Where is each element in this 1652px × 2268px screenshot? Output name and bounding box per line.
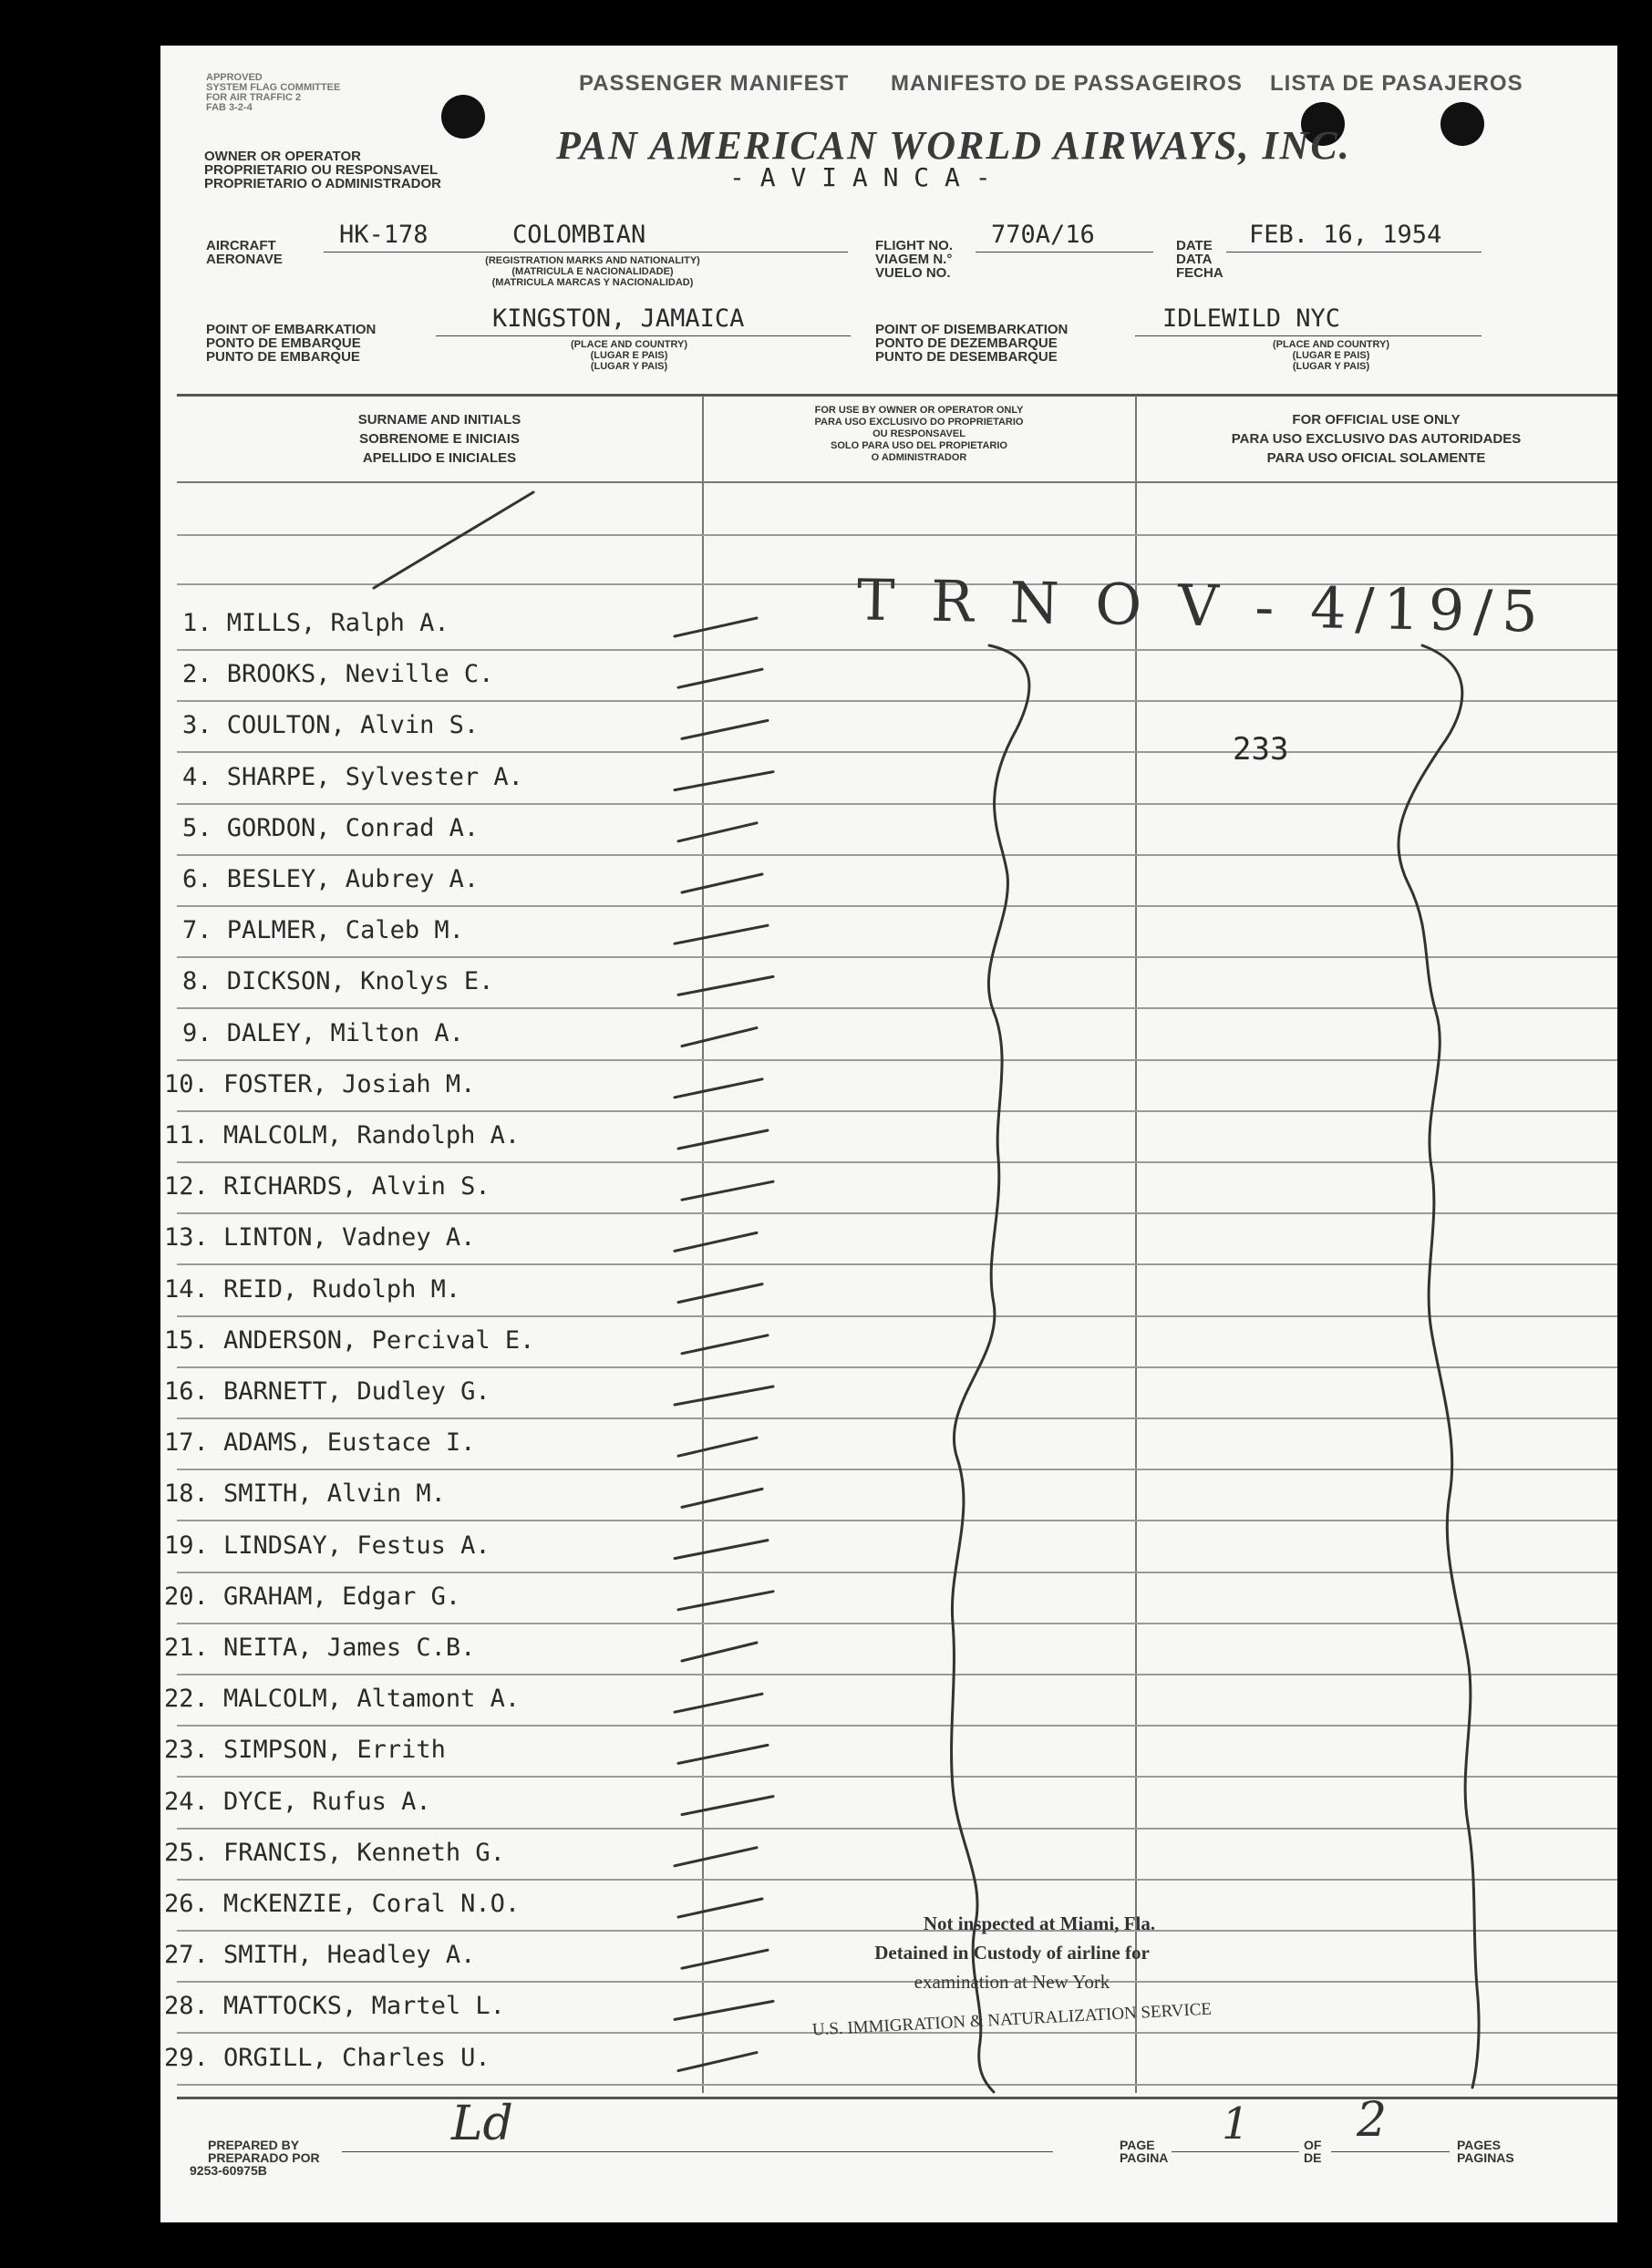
passenger-check-mark (675, 1694, 762, 1712)
place-caption-line: (LUGAR Y PAIS) (590, 361, 668, 372)
flight-date: FEB. 16, 1954 (1249, 221, 1442, 249)
passenger-check-mark (678, 1745, 768, 1763)
airline-subtitle: - A V I A N C A - (729, 162, 991, 192)
passenger-check-mark (682, 1950, 768, 1968)
flight-number: 770A/16 (991, 221, 1095, 249)
passenger-check-mark (682, 1489, 762, 1507)
passenger-row: 19. LINDSAY, Festus A. (164, 1531, 490, 1560)
page-label: PAGE (1120, 2138, 1155, 2152)
embarkation-label: POINT OF EMBARKATION (206, 322, 377, 337)
passenger-check-mark (675, 1848, 757, 1866)
column-header-line: APELLIDO E INICIALES (362, 450, 517, 466)
blank-row-slash (374, 492, 533, 588)
disembarkation-label: POINT OF DISEMBARKATION (875, 322, 1069, 337)
passenger-check-mark (678, 1284, 762, 1303)
approval-line: FOR AIR TRAFFIC 2 (206, 92, 302, 103)
passenger-row: 14. REID, Rudolph M. (164, 1274, 461, 1304)
of-label: OF (1304, 2138, 1322, 2152)
page-number: 1 (1222, 2098, 1250, 2149)
of-label: DE (1304, 2150, 1322, 2165)
embarkation-point: KINGSTON, JAMAICA (492, 304, 745, 333)
flight-label: VUELO NO. (875, 265, 951, 281)
aircraft-label: AIRCRAFT (206, 238, 276, 253)
passenger-row: 23. SIMPSON, Errith (164, 1736, 446, 1765)
passenger-row: 29. ORGILL, Charles U. (164, 2043, 490, 2072)
place-caption-line: (LUGAR E PAIS) (590, 350, 668, 361)
passenger-row: 17. ADAMS, Eustace I. (164, 1428, 476, 1458)
column-header-line: SURNAME AND INITIALS (357, 412, 521, 428)
passenger-check-mark (682, 720, 768, 738)
owner-column-wavy-line (952, 645, 1029, 2092)
passenger-row: 8. DICKSON, Knolys E. (182, 967, 494, 996)
registration-caption-line: (MATRICULA E NACIONALIDADE) (511, 266, 674, 277)
embarkation-label: PUNTO DE EMBARQUE (206, 349, 360, 365)
aircraft-label: AERONAVE (206, 252, 283, 267)
passenger-row: 20. GRAHAM, Edgar G. (164, 1582, 461, 1611)
pages-label: PAGES (1457, 2138, 1501, 2152)
registration-caption-line: (REGISTRATION MARKS AND NATIONALITY) (485, 255, 700, 266)
date-label: DATE (1176, 238, 1213, 253)
passenger-check-mark (682, 874, 762, 892)
form-number: 9253-60975B (190, 2163, 267, 2178)
passenger-row: 25. FRANCIS, Kenneth G. (164, 1838, 505, 1867)
aircraft-nationality: COLOMBIAN (512, 221, 646, 249)
column-header-line: SOLO PARA USO DEL PROPIETARIO (831, 440, 1007, 451)
passenger-check-mark (678, 1438, 757, 1456)
prepared-label: PREPARED BY (208, 2138, 300, 2152)
passenger-check-mark (675, 1079, 762, 1098)
passenger-row: 15. ANDERSON, Percival E. (164, 1325, 535, 1355)
column-header-line: FOR USE BY OWNER OR OPERATOR ONLY (814, 405, 1024, 416)
approval-line: FAB 3-2-4 (206, 102, 253, 113)
passenger-check-mark (675, 1232, 757, 1251)
registration-caption-line: (MATRICULA MARCAS Y NACIONALIDAD) (491, 277, 694, 288)
passenger-row: 3. COULTON, Alvin S. (182, 711, 480, 740)
stamp-line: Detained in Custody of airline for (874, 1942, 1150, 1964)
stamp-line: U.S. IMMIGRATION & NATURALIZATION SERVICE (811, 1999, 1213, 2040)
passenger-check-mark (682, 1181, 773, 1200)
passenger-row: 28. MATTOCKS, Martel L. (164, 1992, 505, 2021)
place-caption-line: (PLACE AND COUNTRY) (570, 339, 688, 350)
page-label: PAGINA (1120, 2150, 1169, 2165)
owner-label: PROPRIETARIO O ADMINISTRADOR (204, 176, 442, 191)
passenger-check-mark (682, 1643, 757, 1661)
column-header-line: SOBRENOME E INICIAIS (359, 431, 520, 447)
title-spanish: LISTA DE PASAJEROS (1270, 71, 1523, 96)
flight-label: FLIGHT NO. (875, 238, 953, 253)
date-label: FECHA (1176, 265, 1224, 281)
passenger-row: 13. LINTON, Vadney A. (164, 1223, 476, 1253)
disembarkation-label: PUNTO DE DESEMBARQUE (875, 349, 1058, 365)
passenger-check-mark (678, 976, 773, 995)
aircraft-registration: HK-178 (339, 221, 428, 249)
passenger-check-mark (678, 1592, 773, 1610)
approval-line: SYSTEM FLAG COMMITTEE (206, 82, 341, 93)
passenger-row: 9. DALEY, Milton A. (182, 1018, 464, 1047)
passenger-row: 21. NEITA, James C.B. (164, 1634, 476, 1662)
passenger-row: 12. RICHARDS, Alvin S. (164, 1172, 490, 1201)
passenger-row: 18. SMITH, Alvin M. (164, 1479, 446, 1509)
owner-label: OWNER OR OPERATOR (204, 149, 361, 164)
passenger-row: 7. PALMER, Caleb M. (182, 916, 464, 945)
embarkation-label: PONTO DE EMBARQUE (206, 335, 361, 351)
disembarkation-label: PONTO DE DEZEMBARQUE (875, 335, 1058, 351)
date-label: DATA (1176, 252, 1213, 267)
passenger-check-mark (682, 1797, 773, 1815)
column-header-line: PARA USO EXCLUSIVO DAS AUTORIDADES (1231, 431, 1522, 447)
passenger-row: 2. BROOKS, Neville C. (182, 660, 494, 689)
passenger-row: 27. SMITH, Headley A. (164, 1941, 476, 1970)
handwritten-header-note: T R N O V - 4/19/5 (856, 566, 1548, 645)
passenger-check-mark (675, 1541, 768, 1559)
passenger-row: 11. MALCOLM, Randolph A. (164, 1121, 521, 1149)
disembarkation-point: IDLEWILD NYC (1162, 304, 1341, 333)
passenger-row: 24. DYCE, Rufus A. (164, 1787, 431, 1816)
passenger-check-mark (675, 925, 768, 943)
official-column-wavy-line (1399, 645, 1479, 2088)
passenger-check-mark (682, 1028, 757, 1046)
passenger-row: 22. MALCOLM, Altamont A. (164, 1685, 521, 1714)
prepared-label: PREPARADO POR (208, 2150, 320, 2165)
title-english: PASSENGER MANIFEST (579, 71, 850, 96)
owner-label: PROPRIETARIO OU RESPONSAVEL (204, 162, 439, 178)
passenger-check-mark (675, 2001, 773, 2019)
passenger-check-mark (678, 1899, 762, 1917)
passenger-row: 5. GORDON, Conrad A. (182, 813, 480, 842)
place-caption-line: (PLACE AND COUNTRY) (1272, 339, 1390, 350)
passenger-check-mark (678, 2053, 757, 2071)
airline-name: PAN AMERICAN WORLD AIRWAYS, INC. (556, 123, 1351, 168)
place-caption-line: (LUGAR E PAIS) (1292, 350, 1370, 361)
passenger-check-mark (678, 1130, 768, 1149)
stamp-line: examination at New York (914, 1971, 1110, 1993)
stamp-line: Not inspected at Miami, Fla. (923, 1912, 1156, 1934)
column-header-line: PARA USO OFICIAL SOLAMENTE (1266, 450, 1486, 466)
preparer-initials: Ld (451, 2097, 513, 2151)
official-number: 233 (1233, 731, 1289, 768)
passenger-check-mark (675, 1387, 773, 1405)
passenger-check-mark (678, 823, 757, 841)
flight-label: VIAGEM N.° (875, 252, 953, 267)
total-pages: 2 (1357, 2093, 1388, 2148)
passenger-row: 10. FOSTER, Josiah M. (164, 1069, 476, 1098)
column-header-line: OU RESPONSAVEL (872, 428, 965, 439)
column-header-line: PARA USO EXCLUSIVO DO PROPRIETARIO (814, 417, 1024, 428)
passenger-row: 16. BARNETT, Dudley G. (164, 1377, 490, 1406)
passenger-row: 1. MILLS, Ralph A. (182, 609, 449, 637)
passenger-row: 26. McKENZIE, Coral N.O. (164, 1890, 521, 1918)
passenger-check-mark (682, 1335, 768, 1354)
place-caption-line: (LUGAR Y PAIS) (1292, 361, 1370, 372)
column-header-line: O ADMINISTRADOR (871, 452, 967, 463)
passenger-row: 4. SHARPE, Sylvester A. (182, 762, 523, 791)
column-header-line: FOR OFFICIAL USE ONLY (1292, 412, 1461, 428)
passenger-check-mark (675, 772, 773, 790)
passenger-check-mark (675, 618, 757, 636)
approval-line: APPROVED (206, 72, 263, 83)
pages-label: PAGINAS (1457, 2150, 1514, 2165)
passenger-check-mark (678, 669, 762, 687)
title-portuguese: MANIFESTO DE PASSAGEIROS (891, 71, 1243, 96)
passenger-row: 6. BESLEY, Aubrey A. (182, 865, 480, 893)
